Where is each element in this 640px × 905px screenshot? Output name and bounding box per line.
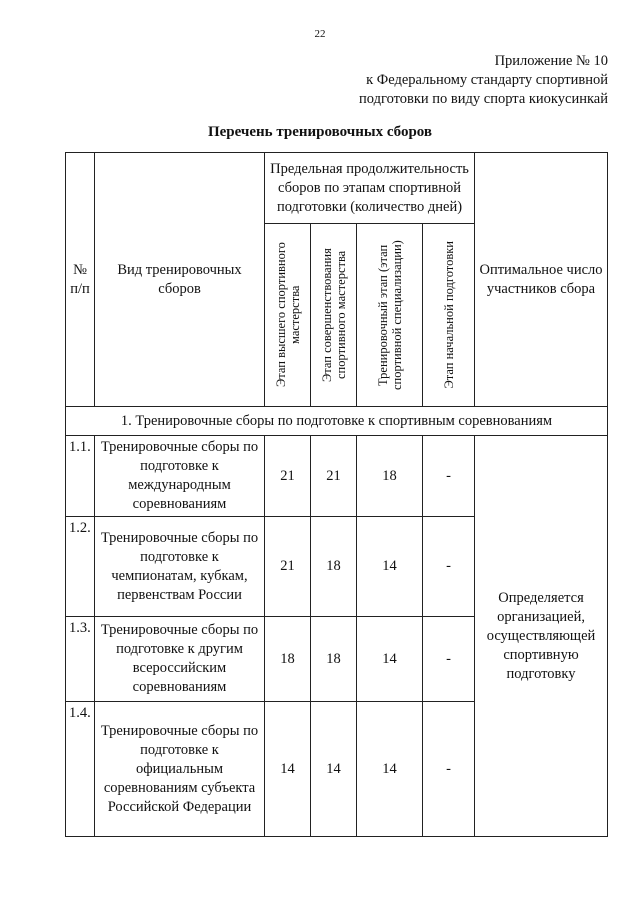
row-value: 18 [311,617,357,702]
row-name: Тренировочные сборы по подготовке к чемпионатам, кубкам, первенствам России [95,517,265,617]
row-value: 14 [357,517,423,617]
row-value: 21 [265,517,311,617]
appendix-line: Приложение № 10 [494,53,608,69]
table-header-row [66,153,608,224]
section-title: 1. Тренировочные сборы по подготовке к спортивным соревнованиям [66,407,608,436]
row-name: Тренировочные сборы по подготовке к международным соревнованиям [95,436,265,517]
table-row [66,436,608,517]
header-duration: Предельная продолжительность сборов по этапам спортивной подготовки (количество дней) [265,153,475,224]
stage-label: Этап начальной подготовки [441,241,456,389]
row-value: 14 [265,702,311,837]
appendix-line: к Федеральному стандарту спортивной [366,72,608,88]
row-value: - [423,702,475,837]
row-name: Тренировочные сборы по подготовке к официальным соревнованиям субъекта Российской Федерации [95,702,265,837]
row-value: 14 [311,702,357,837]
row-num: 1.2. [66,517,95,617]
header-stage [357,224,423,407]
header-stage [423,224,475,407]
header-stage [311,224,357,407]
document-title: Перечень тренировочных сборов [207,124,433,140]
row-value: 18 [311,517,357,617]
participants-value: Определяется организацией, осуществляющей спортивную подготовку [475,436,608,837]
row-value: 14 [357,702,423,837]
row-value: - [423,517,475,617]
appendix-header [359,52,608,109]
row-num: 1.1. [66,436,95,517]
header-kind: Вид тренировочных сборов [95,153,265,407]
stage-label: Этап совершенствования спортивного мастерства [319,248,348,382]
row-num: 1.4. [66,702,95,837]
header-num: № п/п [66,153,95,407]
row-value: 21 [311,436,357,517]
section-row [66,407,608,436]
header-stage [265,224,311,407]
row-value: - [423,617,475,702]
page-number: 22 [314,28,326,40]
stage-label: Тренировочный этап (этап спортивной специализации) [375,240,404,390]
row-value: 21 [265,436,311,517]
row-name: Тренировочные сборы по подготовке к другим всероссийским соревнованиям [95,617,265,702]
stage-label: Этап высшего спортивного мастерства [273,242,302,388]
row-value: - [423,436,475,517]
appendix-line: подготовки по виду спорта киокусинкай [359,91,608,107]
training-camps-table [65,152,608,837]
row-num: 1.3. [66,617,95,702]
header-participants: Оптимальное число участников сбора [475,153,608,407]
row-value: 14 [357,617,423,702]
row-value: 18 [357,436,423,517]
row-value: 18 [265,617,311,702]
